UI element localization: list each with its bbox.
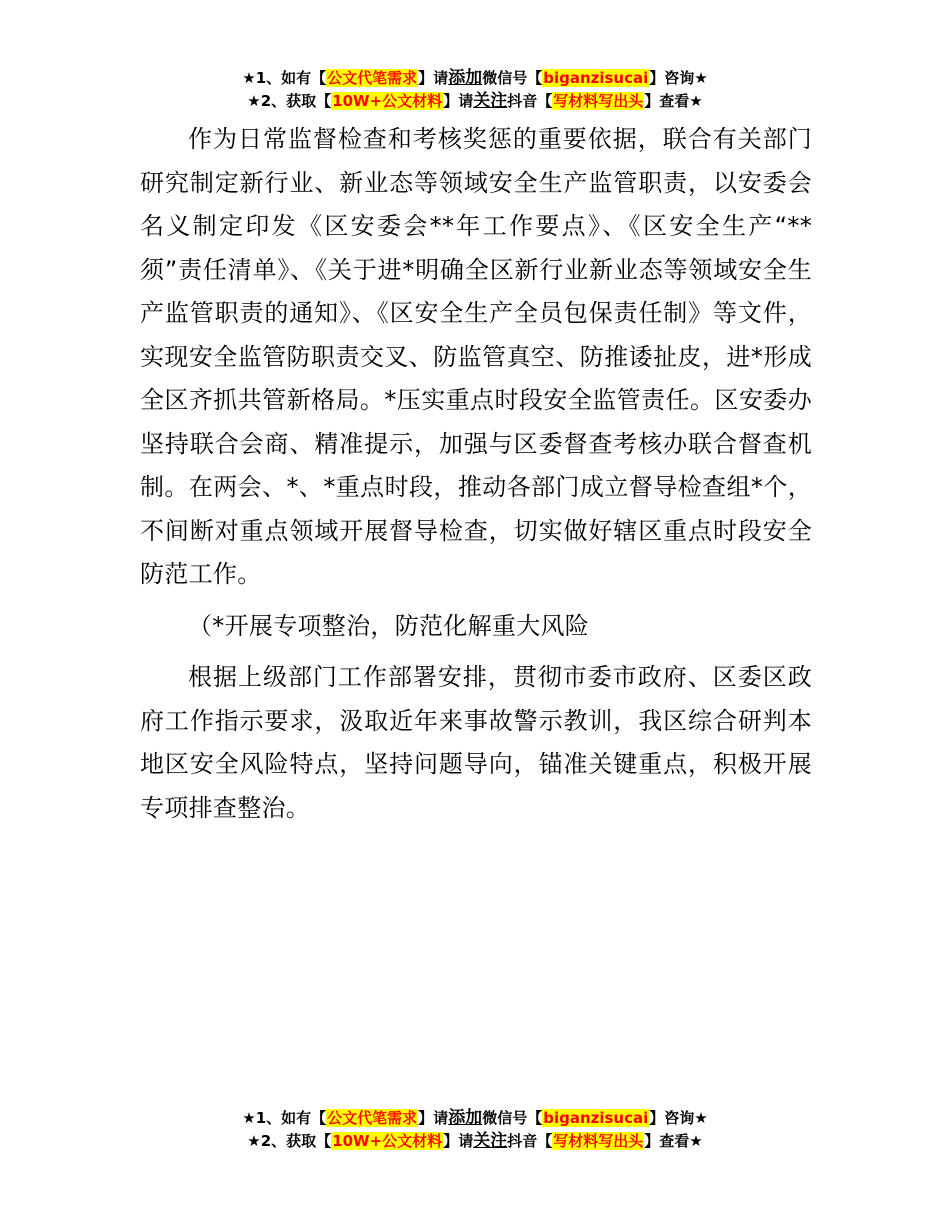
promo-text: 】请 (418, 1109, 449, 1127)
promo-douyin-name: 写材料写出头 (553, 92, 644, 110)
header-promo-line-1 (0, 67, 950, 90)
promo-highlight: 10W+公文材料 (332, 92, 443, 110)
star-icon: ★ (689, 92, 703, 110)
promo-douyin-name: 写材料写出头 (553, 1132, 644, 1150)
document-body (140, 118, 812, 830)
section-heading: （*开展专项整治，防范化解重大风险 (188, 611, 590, 640)
footer-promo-line-2 (0, 1130, 950, 1153)
promo-text: 】咨询 (649, 69, 695, 87)
promo-text: 1、如有【 (255, 1109, 327, 1127)
promo-wechat-id: biganzisucai (543, 1109, 649, 1127)
promo-text: 微信号【 (482, 1109, 543, 1127)
promo-wechat-id: biganzisucai (543, 69, 649, 87)
promo-text: 】请 (443, 1132, 474, 1150)
promo-highlight: 公文代笔需求 (327, 1109, 418, 1127)
promo-text: 】查看 (644, 1132, 690, 1150)
promo-text: 】咨询 (649, 1109, 695, 1127)
star-icon: ★ (247, 1132, 261, 1150)
promo-text: 抖音【 (507, 1132, 553, 1150)
promo-emphasis: 关注 (473, 1131, 508, 1151)
promo-text: 抖音【 (507, 92, 553, 110)
promo-emphasis: 添加 (448, 1108, 483, 1128)
star-icon: ★ (694, 1109, 708, 1127)
promo-highlight: 10W+公文材料 (332, 1132, 443, 1150)
promo-emphasis: 关注 (473, 91, 508, 111)
promo-text: 微信号【 (482, 69, 543, 87)
header-promo-line-2 (0, 90, 950, 113)
body-paragraph: 作为日常监督检查和考核奖惩的重要依据，联合有关部门研究制定新行业、新业态等领域安全生产监管职责，以安委会名义制定印发《区安委会**年工作要点》、《区安全生产“**须”责任清单》、《关于进*明确全区新行业新业态等领域安全生产监管职责的通知》、《区安全生产全员包保责任制》等文件，实现安全监管防职责交叉、防监管真空、防推诿扯皮，进*形成全区齐抓共管新格局。*压实重点时段安全监管责任。区安委办坚持联合会商、精准提示，加强与区委督查考核办联合督查机制。在两会、*、*重点时段，推动各部门成立督导检查组*个，不间断对重点领域开展督导检查，切实做好辖区重点时段安全防范工作。 (140, 125, 812, 588)
promo-text: 】查看 (644, 92, 690, 110)
star-icon: ★ (689, 1132, 703, 1150)
body-paragraph: 根据上级部门工作部署安排，贯彻市委市政府、区委区政府工作指示要求，汲取近年来事故警示教训，我区综合研判本地区安全风险特点，坚持问题导向，锚准关键重点，积极开展专项排查整治。 (140, 663, 812, 822)
header-promo (0, 67, 950, 113)
star-icon: ★ (242, 1109, 256, 1127)
promo-text: 】请 (443, 92, 474, 110)
star-icon: ★ (242, 69, 256, 87)
promo-text: 2、获取【 (260, 92, 332, 110)
footer-promo-line-1 (0, 1107, 950, 1130)
promo-emphasis: 添加 (448, 68, 483, 88)
promo-text: 】请 (418, 69, 449, 87)
promo-text: 2、获取【 (260, 1132, 332, 1150)
star-icon: ★ (694, 69, 708, 87)
star-icon: ★ (247, 92, 261, 110)
promo-highlight: 公文代笔需求 (327, 69, 418, 87)
promo-text: 1、如有【 (255, 69, 327, 87)
footer-promo (0, 1107, 950, 1153)
